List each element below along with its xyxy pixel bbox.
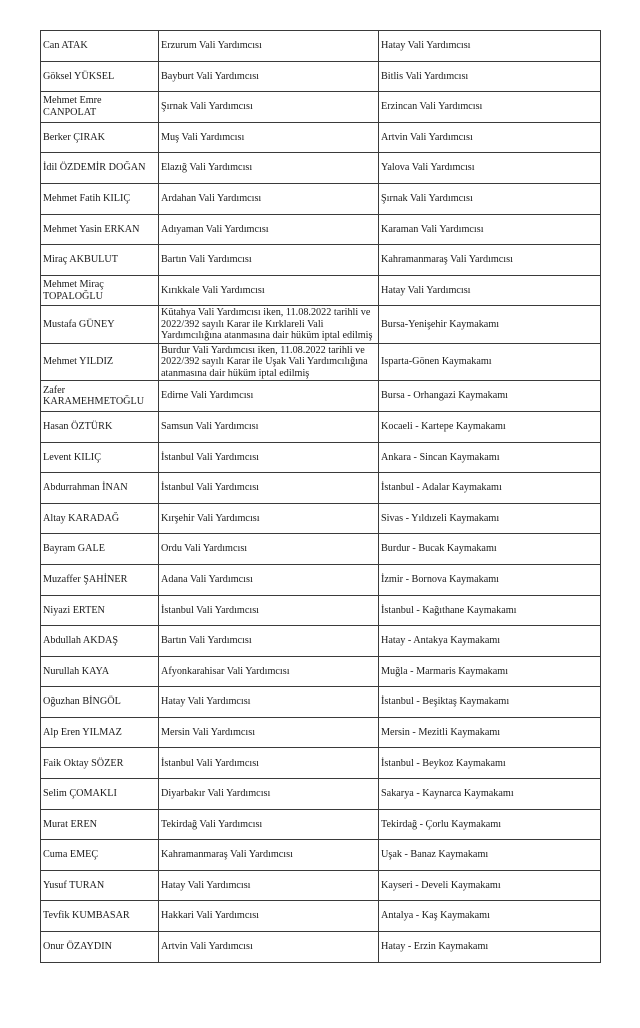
previous-position-cell: Tekirdağ Vali Yardımcısı: [159, 809, 379, 840]
table-row: [41, 411, 601, 442]
table-row: [41, 381, 601, 412]
new-position-cell: Artvin Vali Yardımcısı: [379, 122, 601, 153]
table-row: [41, 809, 601, 840]
new-position-cell: Antalya - Kaş Kaymakamı: [379, 901, 601, 932]
previous-position-cell: Adana Vali Yardımcısı: [159, 564, 379, 595]
new-position-cell: Hatay Vali Yardımcısı: [379, 275, 601, 306]
previous-position-cell: Erzurum Vali Yardımcısı: [159, 31, 379, 62]
table-row: [41, 61, 601, 92]
name-cell: Abdurrahman İNAN: [41, 473, 159, 504]
new-position-cell: Sivas - Yıldızeli Kaymakamı: [379, 503, 601, 534]
table-row: [41, 656, 601, 687]
name-cell: Niyazi ERTEN: [41, 595, 159, 626]
new-position-cell: Sakarya - Kaynarca Kaymakamı: [379, 779, 601, 810]
new-position-cell: Hatay - Antakya Kaymakamı: [379, 626, 601, 657]
new-position-cell: Kocaeli - Kartepe Kaymakamı: [379, 411, 601, 442]
new-position-cell: Kayseri - Develi Kaymakamı: [379, 870, 601, 901]
table-row: [41, 275, 601, 306]
assignment-table: [40, 30, 601, 963]
new-position-cell: Mersin - Mezitli Kaymakamı: [379, 717, 601, 748]
previous-position-cell: İstanbul Vali Yardımcısı: [159, 595, 379, 626]
new-position-cell: İstanbul - Beşiktaş Kaymakamı: [379, 687, 601, 718]
name-cell: Hasan ÖZTÜRK: [41, 411, 159, 442]
name-cell: Levent KILIÇ: [41, 442, 159, 473]
new-position-cell: İzmir - Bornova Kaymakamı: [379, 564, 601, 595]
new-position-cell: İstanbul - Beykoz Kaymakamı: [379, 748, 601, 779]
new-position-cell: Hatay - Erzin Kaymakamı: [379, 932, 601, 963]
previous-position-cell: Muş Vali Yardımcısı: [159, 122, 379, 153]
previous-position-cell: Edirne Vali Yardımcısı: [159, 381, 379, 412]
previous-position-cell: Diyarbakır Vali Yardımcısı: [159, 779, 379, 810]
new-position-cell: Karaman Vali Yardımcısı: [379, 214, 601, 245]
table-row: [41, 717, 601, 748]
table-row: [41, 564, 601, 595]
table-row: [41, 442, 601, 473]
previous-position-cell: Burdur Vali Yardımcısı iken, 11.08.2022 tarihli ve 2022/392 sayılı Karar ile Uşak Vali Yardımcılığına atanmasına dair hüküm iptal edilmiş: [159, 343, 379, 381]
table-row: [41, 870, 601, 901]
name-cell: Bayram GALE: [41, 534, 159, 565]
name-cell: Nurullah KAYA: [41, 656, 159, 687]
name-cell: Mehmet Yasin ERKAN: [41, 214, 159, 245]
name-cell: Mehmet Fatih KILIÇ: [41, 183, 159, 214]
previous-position-cell: Samsun Vali Yardımcısı: [159, 411, 379, 442]
table-row: [41, 214, 601, 245]
table-row: [41, 343, 601, 381]
previous-position-cell: İstanbul Vali Yardımcısı: [159, 748, 379, 779]
document-page: [40, 30, 600, 963]
table-row: [41, 245, 601, 276]
name-cell: Cuma EMEÇ: [41, 840, 159, 871]
previous-position-cell: Artvin Vali Yardımcısı: [159, 932, 379, 963]
table-row: [41, 901, 601, 932]
new-position-cell: Uşak - Banaz Kaymakamı: [379, 840, 601, 871]
table-row: [41, 153, 601, 184]
table-row: [41, 932, 601, 963]
previous-position-cell: Hatay Vali Yardımcısı: [159, 687, 379, 718]
new-position-cell: Hatay Vali Yardımcısı: [379, 31, 601, 62]
previous-position-cell: İstanbul Vali Yardımcısı: [159, 442, 379, 473]
new-position-cell: Şırnak Vali Yardımcısı: [379, 183, 601, 214]
name-cell: Yusuf TURAN: [41, 870, 159, 901]
previous-position-cell: Kütahya Vali Yardımcısı iken, 11.08.2022 tarihli ve 2022/392 sayılı Karar ile Kırklareli Vali Yardımcılığına atanmasına dair hüküm iptal edilmiş: [159, 306, 379, 344]
new-position-cell: İstanbul - Kağıthane Kaymakamı: [379, 595, 601, 626]
name-cell: Miraç AKBULUT: [41, 245, 159, 276]
previous-position-cell: Bartın Vali Yardımcısı: [159, 245, 379, 276]
table-row: [41, 122, 601, 153]
previous-position-cell: Ardahan Vali Yardımcısı: [159, 183, 379, 214]
new-position-cell: Bursa-Yenişehir Kaymakamı: [379, 306, 601, 344]
table-row: [41, 473, 601, 504]
new-position-cell: İstanbul - Adalar Kaymakamı: [379, 473, 601, 504]
name-cell: Alp Eren YILMAZ: [41, 717, 159, 748]
table-row: [41, 306, 601, 344]
new-position-cell: Burdur - Bucak Kaymakamı: [379, 534, 601, 565]
previous-position-cell: Kahramanmaraş Vali Yardımcısı: [159, 840, 379, 871]
table-row: [41, 534, 601, 565]
table-row: [41, 31, 601, 62]
previous-position-cell: Şırnak Vali Yardımcısı: [159, 92, 379, 123]
previous-position-cell: Mersin Vali Yardımcısı: [159, 717, 379, 748]
name-cell: Can ATAK: [41, 31, 159, 62]
name-cell: Onur ÖZAYDIN: [41, 932, 159, 963]
name-cell: Mehmet Emre CANPOLAT: [41, 92, 159, 123]
name-cell: Oğuzhan BİNGÖL: [41, 687, 159, 718]
new-position-cell: Tekirdağ - Çorlu Kaymakamı: [379, 809, 601, 840]
name-cell: Tevfik KUMBASAR: [41, 901, 159, 932]
table-row: [41, 840, 601, 871]
name-cell: Murat EREN: [41, 809, 159, 840]
table-row: [41, 779, 601, 810]
new-position-cell: Yalova Vali Yardımcısı: [379, 153, 601, 184]
table-row: [41, 626, 601, 657]
table-row: [41, 503, 601, 534]
previous-position-cell: Elazığ Vali Yardımcısı: [159, 153, 379, 184]
name-cell: Berker ÇIRAK: [41, 122, 159, 153]
previous-position-cell: Bayburt Vali Yardımcısı: [159, 61, 379, 92]
new-position-cell: Erzincan Vali Yardımcısı: [379, 92, 601, 123]
name-cell: Göksel YÜKSEL: [41, 61, 159, 92]
previous-position-cell: Bartın Vali Yardımcısı: [159, 626, 379, 657]
name-cell: Mehmet Miraç TOPALOĞLU: [41, 275, 159, 306]
new-position-cell: Bitlis Vali Yardımcısı: [379, 61, 601, 92]
name-cell: Faik Oktay SÖZER: [41, 748, 159, 779]
new-position-cell: Bursa - Orhangazi Kaymakamı: [379, 381, 601, 412]
assignment-table-body: [41, 31, 601, 963]
name-cell: Muzaffer ŞAHİNER: [41, 564, 159, 595]
previous-position-cell: İstanbul Vali Yardımcısı: [159, 473, 379, 504]
name-cell: Mehmet YILDIZ: [41, 343, 159, 381]
previous-position-cell: Hatay Vali Yardımcısı: [159, 870, 379, 901]
previous-position-cell: Kırşehir Vali Yardımcısı: [159, 503, 379, 534]
previous-position-cell: Adıyaman Vali Yardımcısı: [159, 214, 379, 245]
previous-position-cell: Kırıkkale Vali Yardımcısı: [159, 275, 379, 306]
name-cell: Mustafa GÜNEY: [41, 306, 159, 344]
table-row: [41, 748, 601, 779]
previous-position-cell: Afyonkarahisar Vali Yardımcısı: [159, 656, 379, 687]
new-position-cell: Isparta-Gönen Kaymakamı: [379, 343, 601, 381]
table-row: [41, 687, 601, 718]
previous-position-cell: Hakkari Vali Yardımcısı: [159, 901, 379, 932]
name-cell: Abdullah AKDAŞ: [41, 626, 159, 657]
new-position-cell: Ankara - Sincan Kaymakamı: [379, 442, 601, 473]
table-row: [41, 183, 601, 214]
table-row: [41, 92, 601, 123]
new-position-cell: Kahramanmaraş Vali Yardımcısı: [379, 245, 601, 276]
table-row: [41, 595, 601, 626]
name-cell: İdil ÖZDEMİR DOĞAN: [41, 153, 159, 184]
new-position-cell: Muğla - Marmaris Kaymakamı: [379, 656, 601, 687]
name-cell: Selim ÇOMAKLI: [41, 779, 159, 810]
name-cell: Altay KARADAĞ: [41, 503, 159, 534]
name-cell: Zafer KARAMEHMETOĞLU: [41, 381, 159, 412]
previous-position-cell: Ordu Vali Yardımcısı: [159, 534, 379, 565]
